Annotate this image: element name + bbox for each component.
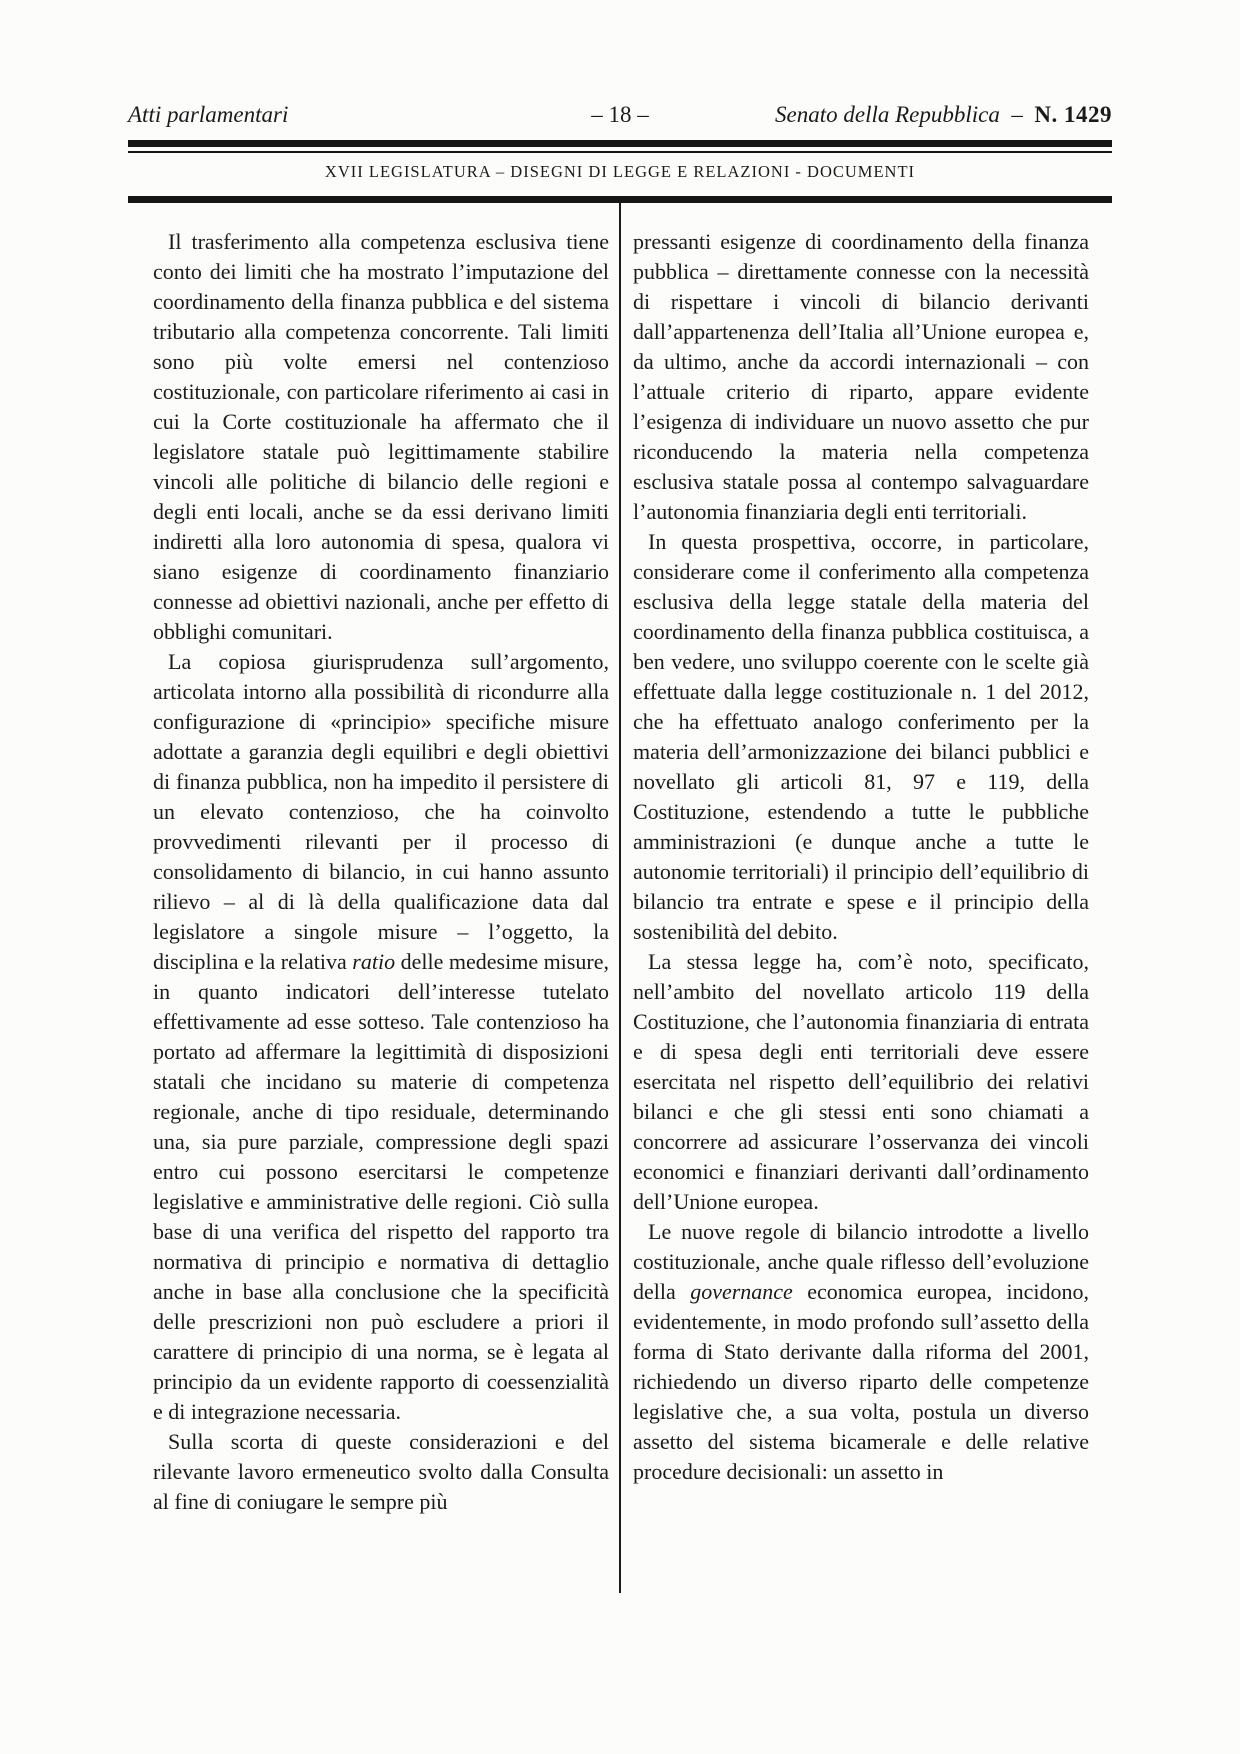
text-run: pressanti esigenze di coordinamento della finanza pubblica – direttamente connesse con la necessità di rispettare i vincoli di bilancio derivanti dall’appartenenza dell’Italia all’Unione europea e, da ultimo, anche da accordi internazionali – con l’attuale criterio di riparto, appare evidente l’esigenza di individuare un nuovo assetto che pur riconducendo la materia nella competenza esclusiva statale possa al contempo salvaguardare l’autonomia finanziaria degli enti territoriali. (633, 229, 1089, 524)
legislature-line: XVII LEGISLATURA – DISEGNI DI LEGGE E RELAZIONI - DOCUMENTI (324, 162, 916, 181)
text-run: In questa prospettiva, occorre, in particolare, considerare come il conferimento alla competenza esclusiva della legge statale della materia del coordinamento della finanza pubblica costituisca, a ben vedere, uno sviluppo coerente con le scelte già effettuate dalla legge costituzionale n. 1 del 2012, che ha effettuato analogo conferimento per la materia dell’armonizzazione dei bilanci pubblici e novellato gli articoli 81, 97 e 119, della Costituzione, estendendo a tutte le pubbliche amministrazioni (e dunque anche a tutte le autonomie territoriali) il principio dell’equilibrio di bilancio tra entrate e spese e il principio della sostenibilità del debito. (633, 529, 1089, 944)
italic-term-ratio: ratio (352, 949, 396, 974)
header-right-title: Senato della Repubblica (775, 102, 1000, 127)
column-divider-rule (619, 203, 621, 1593)
text-run: La stessa legge ha, com’è noto, specificato, nell’ambito del novellato articolo 119 della Costituzione, che l’autonomia finanziaria di entrata e di spesa degli enti territoriali deve essere esercitata nel rispetto dell’equilibrio dei relativi bilanci e che gli stessi enti sono chiamati a concorrere ad assicurare l’osservanza dei vincoli economici e finanziari derivanti dall’ordinamento dell’Unione europea. (633, 949, 1089, 1214)
right-column (633, 227, 1089, 1487)
text-run: economica europea, incidono, evidentemente, in modo profondo sull’assetto della forma di Stato derivante dalla riforma del 2001, richiedendo un diverso riparto delle competenze legislative che, a sua volta, postula un diverso assetto del sistema bicamerale e delle relative procedure decisionali: un assetto in (633, 1279, 1089, 1484)
text-run: Sulla scorta di queste considerazioni e del rilevante lavoro ermeneutico svolto dalla Consulta al fine di coniugare le sempre più (153, 1429, 609, 1514)
header-double-rule-thick (128, 140, 1112, 147)
left-column (153, 227, 609, 1517)
header-right (775, 102, 1112, 128)
document-number: N. 1429 (1034, 102, 1112, 127)
paragraph (153, 647, 609, 1427)
text-run: Il trasferimento alla competenza esclusiva tiene conto dei limiti che ha mostrato l’imputazione del coordinamento della finanza pubblica e del sistema tributario alla competenza concorrente. Tali limiti sono più volte emersi nel contenzioso costituzionale, con particolare riferimento ai casi in cui la Corte costituzionale ha affermato che il legislatore statale può legittimamente stabilire vincoli alle politiche di bilancio delle regioni e degli enti locali, anche se da essi derivano limiti indiretti alla loro autonomia di spesa, qualora vi siano esigenze di coordinamento finanziario connesse ad obiettivi nazionali, anche per effetto di obblighi comunitari. (153, 229, 609, 644)
text-run: Le nuove regole di bilancio introdotte a livello costituzionale, anche quale riflesso dell’evoluzione della (633, 1219, 1089, 1304)
text-run: delle medesime misure, in quanto indicatori dell’interesse tutelato effettivamente ad esse sotteso. Tale contenzioso ha portato ad affermare la legittimità di disposizioni statali che incidano su materie di competenza regionale, anche di tipo residuale, determinando una, sia pure parziale, compressione degli spazi entro cui possono esercitarsi le competenze legislative e amministrative delle regioni. Ciò sulla base di una verifica del rispetto del rapporto tra normativa di principio e normativa di dettaglio anche in base alla conclusione che la specificità delle prescrizioni non può escludere a priori il carattere di principio di una norma, se è legata al principio da un evidente rapporto di coessenzialità e di integrazione necessaria. (153, 949, 610, 1424)
text-run: La copiosa giurisprudenza sull’argomento, articolata intorno alla possibilità di ricondurre alla configurazione di «principio» specifiche misure adottate a garanzia degli equilibri e degli obiettivi di finanza pubblica, non ha impedito il persistere di un elevato contenzioso, che ha coinvolto provvedimenti rilevanti per il processo di consolidamento di bilancio, in cui hanno assunto rilievo – al di là della qualificazione data dal legislatore a singole misure – l’oggetto, la disciplina e la relativa (153, 649, 609, 974)
header-left-title: Atti parlamentari (128, 102, 289, 127)
paragraph (633, 527, 1089, 947)
content-top-rule (128, 196, 1112, 203)
header-double-rule-thin (128, 151, 1112, 153)
paragraph (633, 227, 1089, 527)
paragraph (633, 1217, 1089, 1487)
italic-term-governance: governance (690, 1279, 793, 1304)
header-right-separator: – (1011, 102, 1023, 127)
page-number: – 18 – (591, 102, 649, 127)
paragraph (153, 227, 609, 647)
paragraph (633, 947, 1089, 1217)
paragraph (153, 1427, 609, 1517)
